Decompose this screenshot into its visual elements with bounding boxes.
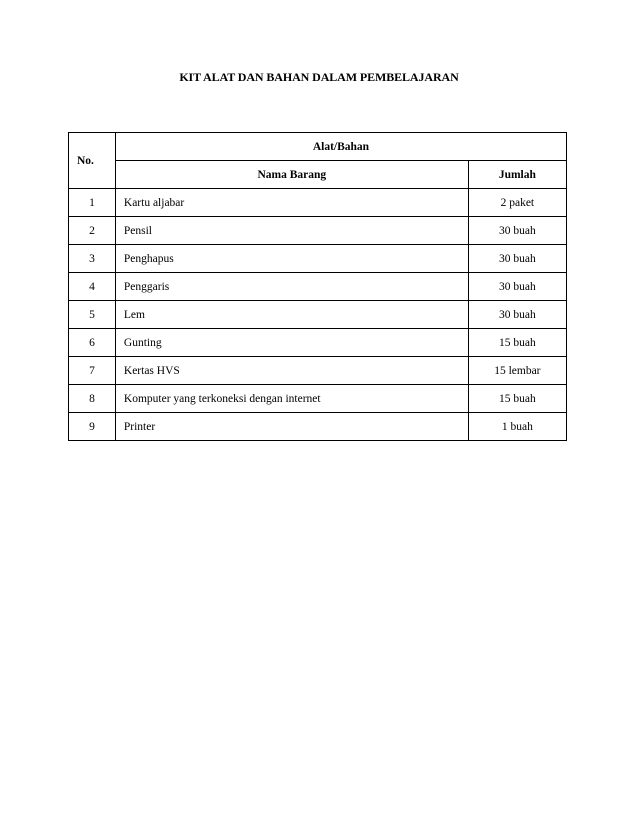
row-name: Penghapus	[115, 245, 468, 273]
row-name: Gunting	[115, 329, 468, 357]
row-qty: 1 buah	[468, 413, 566, 441]
row-qty: 15 buah	[468, 385, 566, 413]
equipment-table	[68, 132, 567, 441]
row-no: 9	[69, 413, 116, 441]
table-row	[69, 273, 567, 301]
row-qty: 30 buah	[468, 245, 566, 273]
row-name: Penggaris	[115, 273, 468, 301]
row-no: 2	[69, 217, 116, 245]
table-subheader-row	[69, 161, 567, 189]
row-no: 3	[69, 245, 116, 273]
table-header-row	[69, 133, 567, 161]
table-row	[69, 245, 567, 273]
table-row	[69, 217, 567, 245]
row-qty: 30 buah	[468, 301, 566, 329]
row-name: Kertas HVS	[115, 357, 468, 385]
table-row	[69, 413, 567, 441]
row-no: 1	[69, 189, 116, 217]
table-row	[69, 189, 567, 217]
page-title: KIT ALAT DAN BAHAN DALAM PEMBELAJARAN	[179, 70, 459, 84]
row-name: Komputer yang terkoneksi dengan internet	[115, 385, 468, 413]
row-qty: 15 buah	[468, 329, 566, 357]
row-name: Pensil	[115, 217, 468, 245]
row-no: 4	[69, 273, 116, 301]
row-name: Printer	[115, 413, 468, 441]
row-no: 5	[69, 301, 116, 329]
header-no: No.	[69, 133, 116, 189]
row-no: 8	[69, 385, 116, 413]
table-row	[69, 301, 567, 329]
table-row	[69, 385, 567, 413]
header-name: Nama Barang	[115, 161, 468, 189]
row-qty: 15 lembar	[468, 357, 566, 385]
table-row	[69, 357, 567, 385]
header-qty: Jumlah	[468, 161, 566, 189]
row-name: Kartu aljabar	[115, 189, 468, 217]
row-no: 6	[69, 329, 116, 357]
row-name: Lem	[115, 301, 468, 329]
row-qty: 30 buah	[468, 273, 566, 301]
row-qty: 30 buah	[468, 217, 566, 245]
row-no: 7	[69, 357, 116, 385]
row-qty: 2 paket	[468, 189, 566, 217]
header-group: Alat/Bahan	[115, 133, 566, 161]
table-row	[69, 329, 567, 357]
